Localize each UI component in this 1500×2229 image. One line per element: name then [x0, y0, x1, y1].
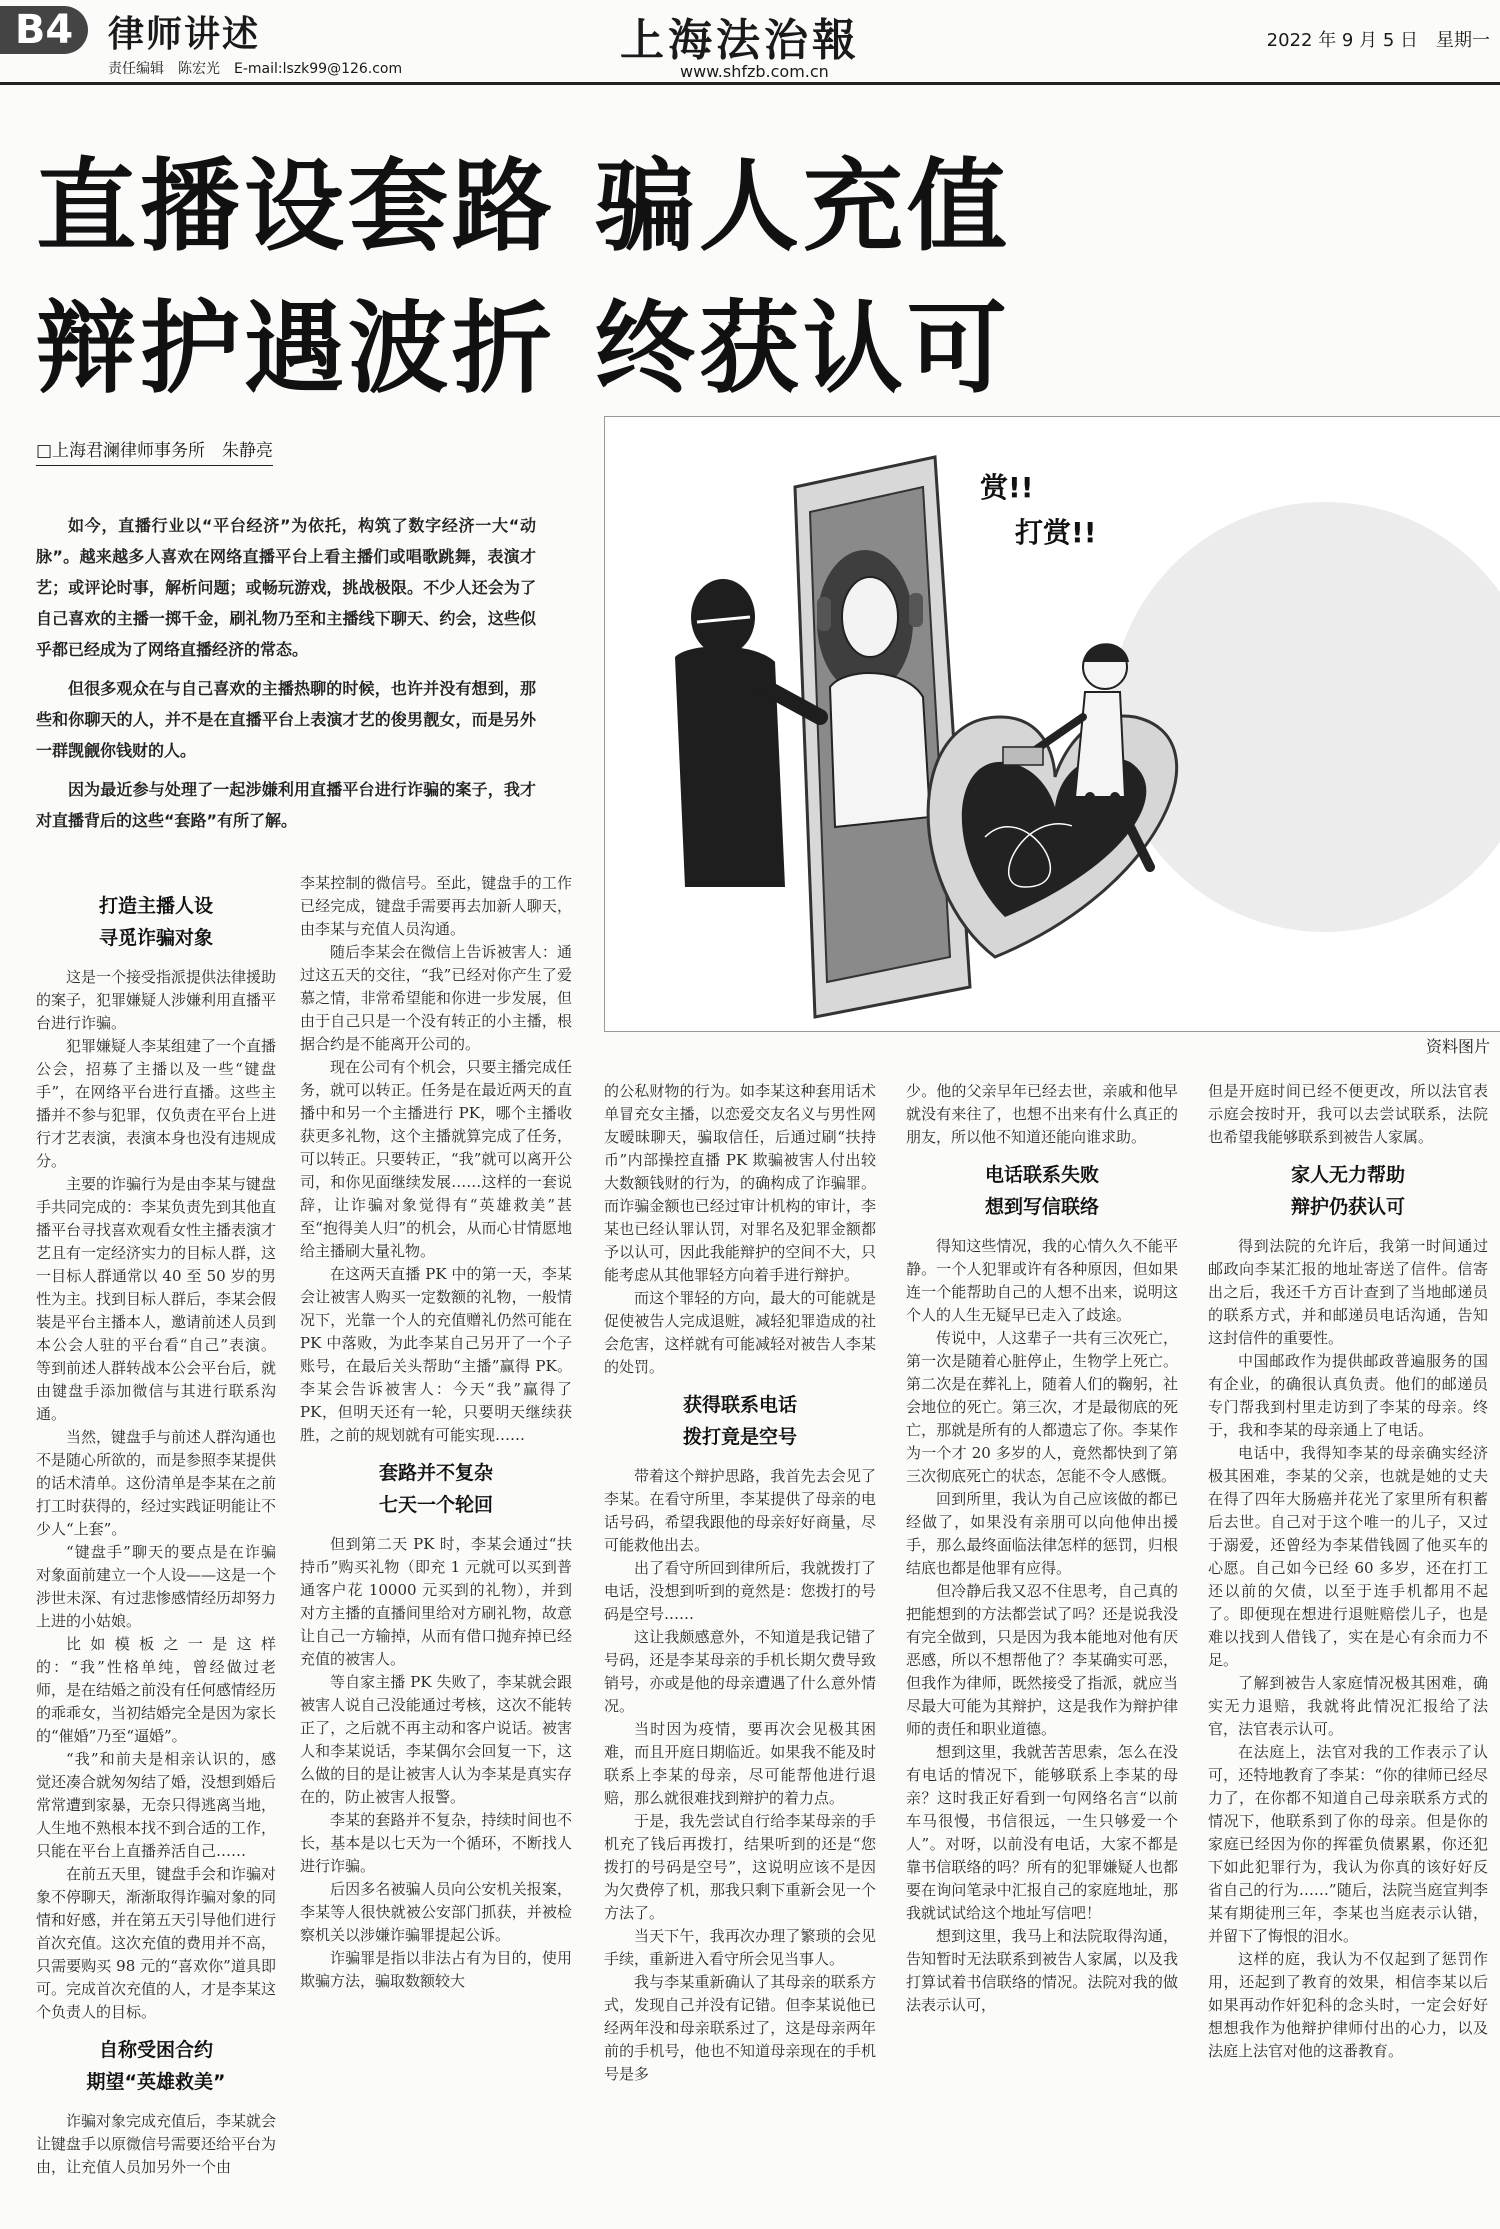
newspaper-masthead: 上海法治報 [620, 15, 860, 66]
body-paragraph: 了解到被告人家庭情况极其困难，确实无力退赔，我就将此情况汇报给了法官，法官表示认可。 [1208, 1674, 1488, 1738]
section-heading: 自称受困合约 期望“英雄救美” [86, 2039, 226, 2093]
body-paragraph: 这样的庭，我认为不仅起到了惩罚作用，还起到了教育的效果，相信李某以后如果再动作奸犯科的念头时，一定会好好想想我作为他辩护律师付出的心力，以及法庭上法官对他的这番教育。 [1208, 1950, 1488, 2060]
lead-paragraphs [36, 510, 536, 844]
section-heading: 电话联系失败 想到写信联络 [984, 1164, 1099, 1218]
body-paragraph: 得到法院的允许后，我第一时间通过邮政向李某汇报的地址寄送了信件。信寄出之后，我还千方百计查到了当地邮递员的联系方式，并和邮递员电话沟通，告知这封信件的重要性。 [1208, 1237, 1488, 1347]
illustration-text-2: 打赏!! [1015, 516, 1097, 549]
body-paragraph: 我与李某重新确认了其母亲的联系方式，发现自己并没有记错。但李某说他已经两年没和母亲联系过了，这是母亲两年前的手机号，他也不知道母亲现在的手机号是多 [604, 1973, 876, 2083]
body-paragraph: 于是，我先尝试自行给李某母亲的手机充了钱后再拨打，结果听到的还是“您拨打的号码是空号”，这说明应该不是因为欠费停了机，那我只剩下重新会见一个方法了。 [604, 1812, 876, 1922]
article-column-5 [1208, 1080, 1488, 2063]
body-paragraph: 随后李某会在微信上告诉被害人：通过这五天的交往，“我”已经对你产生了爱慕之情，非常希望能和你进一步发展，但由于自己只是一个没有转正的小主播，根据合约是不能离开公司的。 [300, 943, 572, 1053]
section-heading: 套路并不复杂 七天一个轮回 [378, 1462, 493, 1516]
byline: □上海君澜律师事务所 朱静亮 [36, 436, 273, 466]
body-paragraph: 等自家主播 PK 失败了，李某就会跟被害人说自己没能通过考核，这次不能转正了，之后就不再主动和客户说话。被害人和李某说话，李某偶尔会回复一下，这么做的目的是让被害人认为李某是真实存在的，防止被害人报警。 [300, 1673, 572, 1806]
body-paragraph: 电话中，我得知李某的母亲确实经济极其困难，李某的父亲，也就是她的丈夫在得了四年大肠癌并花光了家里所有积蓄后去世。自己对于这个唯一的儿子，又过于溺爱，还曾经为李某借钱圆了他买车的心愿。自己如今已经 60 多岁，还在打工还以前的欠债，以至于连手机都用不起了。即便现在想进行退赃赔偿儿子，也是难以找到人借钱了，实在是心有余而力不足。 [1208, 1444, 1488, 1669]
section-heading: 获得联系电话 拨打竟是空号 [682, 1394, 797, 1448]
article-column-2 [300, 872, 572, 1993]
body-paragraph: 诈骗罪是指以非法占有为目的，使用欺骗方法，骗取数额较大 [300, 1949, 572, 1990]
body-paragraph: 想到这里，我马上和法院取得沟通，告知暂时无法联系到被告人家属，以及我打算试着书信联络的情况。法院对我的做法表示认可， [906, 1927, 1178, 2014]
body-paragraph: 后因多名被骗人员向公安机关报案，李某等人很快就被公安部门抓获，并被检察机关以涉嫌诈骗罪提起公诉。 [300, 1880, 572, 1944]
body-paragraph: “键盘手”聊天的要点是在诈骗对象面前建立一个人设——这是一个涉世未深、有过悲惨感情经历却努力上进的小姑娘。 [36, 1543, 277, 1630]
lead-paragraph: 如今，直播行业以“平台经济”为依托，构筑了数字经济一大“动脉”。越来越多人喜欢在网络直播平台上看主播们或唱歌跳舞，表演才艺；或评论时事，解析问题；或畅玩游戏，挑战极限。不少人还会为了自己喜欢的主播一掷千金，刷礼物乃至和主播线下聊天、约会，这些似乎都已经成为了网络直播经济的常态。 [36, 516, 536, 659]
body-paragraph: 当天下午，我再次办理了繁琐的会见手续，重新进入看守所会见当事人。 [604, 1927, 876, 1968]
body-paragraph: 李某控制的微信号。至此，键盘手的工作已经完成，键盘手需要再去加新人聊天，由李某与充值人员沟通。 [300, 874, 572, 938]
body-paragraph: 少。他的父亲早年已经去世，亲戚和他早就没有来往了，也想不出来有什么真正的朋友，所以他不知道还能向谁求助。 [906, 1082, 1178, 1146]
body-paragraph: 诈骗对象完成充值后，李某就会让键盘手以原微信号需要还给平台为由，让充值人员加另外一个由 [36, 2112, 277, 2176]
section-heading: 打造主播人设 寻觅诈骗对象 [98, 895, 213, 949]
article-column-1 [36, 880, 276, 2179]
section-title: 律师讲述 [108, 14, 261, 55]
lead-paragraph: 但很多观众在与自己喜欢的主播热聊的时候，也许并没有想到，那些和你聊天的人，并不是在直播平台上表演才艺的俊男靓女，而是另外一群觊觎你钱财的人。 [36, 679, 536, 760]
body-paragraph: 李某的套路并不复杂，持续时间也不长，基本是以七天为一个循环，不断找人进行诈骗。 [300, 1811, 572, 1875]
body-paragraph: 在法庭上，法官对我的工作表示了认可，还特地教育了李某：“你的律师已经尽力了，在你都不知道自己母亲联系方式的情况下，他联系到了你的母亲。但是你的家庭已经因为你的挥霍负债累累，你还犯下如此犯罪行为，我认为你真的该好好反省自己的行为……”随后，法院当庭宣判李某有期徒刑三年，李某也当庭表示认错，并留下了悔恨的泪水。 [1208, 1743, 1488, 1945]
header-rule [0, 82, 1500, 85]
illustration-text-1: 赏!! [980, 471, 1034, 504]
headline-line-1: 直播设套路 骗人充值 [36, 148, 1011, 265]
lead-paragraph: 因为最近参与处理了一起涉嫌利用直播平台进行诈骗的案子，我才对直播背后的这些“套路”有所了解。 [36, 780, 536, 830]
body-paragraph: 出了看守所回到律所后，我就拨打了电话，没想到听到的竟然是：您拨打的号码是空号…… [604, 1559, 876, 1623]
body-paragraph: 犯罪嫌疑人李某组建了一个直播公会，招募了主播以及一些“键盘手”，在网络平台进行直播。这些主播并不参与犯罪，仅负责在平台上进行才艺表演，表演本身也没有违规成分。 [36, 1037, 277, 1170]
body-paragraph: 现在公司有个机会，只要主播完成任务，就可以转正。任务是在最近两天的直播中和另一个主播进行 PK，哪个主播收获更多礼物，这个主播就算完成了任务，可以转正。只要转正，“我”就可以离开公司，和你见面继续发展……这样的一套说辞，让诈骗对象觉得有“英雄救美”甚至“抱得美人归”的机会，从而心甘情愿地给主播刷大量礼物。 [300, 1058, 572, 1260]
body-paragraph: 得知这些情况，我的心情久久不能平静。一个人犯罪或许有各种原因，但如果连一个能帮助自己的人想不出来，说明这个人的人生无疑早已走入了歧途。 [906, 1237, 1178, 1324]
body-paragraph: 在前五天里，键盘手会和诈骗对象不停聊天，渐渐取得诈骗对象的同情和好感，并在第五天引导他们进行首次充值。这次充值的费用并不高，只需要购买 98 元的“喜欢你”道具即可。完成首次充值的人，才是李某这个负责人的目标。 [36, 1865, 277, 2021]
body-paragraph: 但是开庭时间已经不便更改，所以法官表示庭会按时开，我可以去尝试联系，法院也希望我能够联系到被告人家属。 [1208, 1082, 1488, 1146]
article-column-3 [604, 1080, 876, 2086]
article-illustration [604, 416, 1500, 1032]
body-paragraph: 这是一个接受指派提供法律援助的案子，犯罪嫌疑人涉嫌利用直播平台进行诈骗。 [36, 968, 277, 1032]
body-paragraph: 回到所里，我认为自己应该做的都已经做了，如果没有亲朋可以向他伸出援手，那么最终面临法律怎样的惩罚，归根结底也都是他罪有应得。 [906, 1490, 1178, 1577]
body-paragraph: 但冷静后我又忍不住思考，自己真的把能想到的方法都尝试了吗？还是说我没有完全做到，只是因为我本能地对他有厌恶感，所以不想帮他了？李某确实可恶，但我作为律师，既然接受了指派，就应当尽最大可能为其辩护，这是我作为辩护律师的责任和职业道德。 [906, 1582, 1178, 1738]
cartoon-image [605, 417, 1500, 1031]
body-paragraph: 传说中，人这辈子一共有三次死亡，第一次是随着心脏停止，生物学上死亡。第二次是在葬礼上，随着人们的鞠躬，社会地位的死亡。第三次，才是最彻底的死亡，那就是所有的人都遗忘了你。李某作为一个才 20 多岁的人，竟然都快到了第三次彻底死亡的状态，怎能不令人感慨。 [906, 1329, 1178, 1485]
body-paragraph: 但到第二天 PK 时，李某会通过“扶持币”购买礼物（即充 1 元就可以买到普通客户花 10000 元买到的礼物），并到对方主播的直播间里给对方刷礼物，故意让自己一方输掉，从而有借口抛弃掉已经充值的被害人。 [300, 1535, 572, 1668]
page-number-badge: B4 [0, 6, 88, 54]
body-paragraph: 在这两天直播 PK 中的第一天，李某会让被害人购买一定数额的礼物，一般情况下，光靠一个人的充值赠礼仍然可能在 PK 中落败，为此李某自己另开了一个子账号，在最后关头帮助“主播”赢得 PK。李某会告诉被害人：今天“我”赢得了 PK，但明天还有一轮，只要明天继续获胜，之前的规划就有可能实现…… [300, 1265, 572, 1444]
body-paragraph: 的公私财物的行为。如李某这种套用话术单冒充女主播，以恋爱交友名义与男性网友暧昧聊天，骗取信任，后通过刷“扶持币”内部操控直播 PK 欺骗被害人付出较大数额钱财的行为，的确构成了诈骗罪。而诈骗金额也已经过审计机构的审计，李某也已经认罪认罚，对罪名及犯罪金额都予以认可，因此我能辩护的空间不大，只能考虑从其他罪轻方向着手进行辩护。 [604, 1082, 876, 1284]
body-paragraph: 想到这里，我就苦苦思索，怎么在没有电话的情况下，能够联系上李某的母亲？这时我正好看到一句网络名言“以前车马很慢，书信很远，一生只够爱一个人”。对呀，以前没有电话，大家不都是靠书信联络的吗？所有的犯罪嫌疑人也都要在询问笔录中汇报自己的家庭地址，那我就试试给这个地址写信吧！ [906, 1743, 1178, 1922]
image-caption: 资料图片 [1425, 1037, 1490, 1056]
section-heading: 家人无力帮助 辩护仍获认可 [1290, 1164, 1405, 1218]
body-paragraph: “我”和前夫是相亲认识的，感觉还凑合就匆匆结了婚，没想到婚后常常遭到家暴，无奈只得逃离当地，人生地不熟根本找不到合适的工作，只能在平台上直播养活自己…… [36, 1750, 277, 1860]
issue-date: 2022 年 9 月 5 日 星期一 [1266, 30, 1490, 51]
body-paragraph: 带着这个辩护思路，我首先去会见了李某。在看守所里，李某提供了母亲的电话号码，希望我跟他的母亲好好商量，尽可能救他出去。 [604, 1467, 876, 1554]
body-paragraph: 中国邮政作为提供邮政普遍服务的国有企业，的确很认真负责。他们的邮递员专门帮我到村里走访到了李某的母亲。终于，我和李某的母亲通上了电话。 [1208, 1352, 1488, 1439]
body-paragraph: 比如模板之一是这样的：“我”性格单纯，曾经做过老师，是在结婚之前没有任何感情经历的乖乖女，当初结婚完全是因为家长的“催婚”乃至“逼婚”。 [36, 1635, 277, 1745]
newspaper-url[interactable]: www.shfzb.com.cn [680, 62, 829, 81]
body-paragraph: 这让我颇感意外，不知道是我记错了号码，还是李某母亲的手机长期欠费导致销号，亦或是他的母亲遭遇了什么意外情况。 [604, 1628, 876, 1715]
body-paragraph: 当时因为疫情，要再次会见极其困难，而且开庭日期临近。如果我不能及时联系上李某的母亲，尽可能帮他进行退赔，那么就很难找到辩护的着力点。 [604, 1720, 876, 1807]
body-paragraph: 而这个罪轻的方向，最大的可能就是促使被告人完成退赃，减轻犯罪造成的社会危害，这样就有可能减轻对被告人李某的处罚。 [604, 1289, 876, 1376]
body-paragraph: 当然，键盘手与前述人群沟通也不是随心所欲的，而是参照李某提供的话术清单。这份清单是李某在之前打工时获得的，经过实践证明能让不少人“上套”。 [36, 1428, 277, 1538]
headline-line-2: 辩护遇波折 终获认可 [36, 290, 1011, 407]
article-column-4 [906, 1080, 1178, 2017]
body-paragraph: 主要的诈骗行为是由李某与键盘手共同完成的：李某负责先到其他直播平台寻找喜欢观看女性主播表演才艺且有一定经济实力的目标人群，这一目标人群通常以 40 至 50 岁的男性为主。找到目标人群后，李某会假装是平台主播本人，邀请前述人员到本公会人驻的平台看“自己”表演。等到前述人群转战本公会平台后，就由键盘手添加微信与其进行联系沟通。 [36, 1175, 277, 1423]
editor-line: 责任编辑 陈宏光 E-mail:lszk99@126.com [108, 61, 403, 77]
